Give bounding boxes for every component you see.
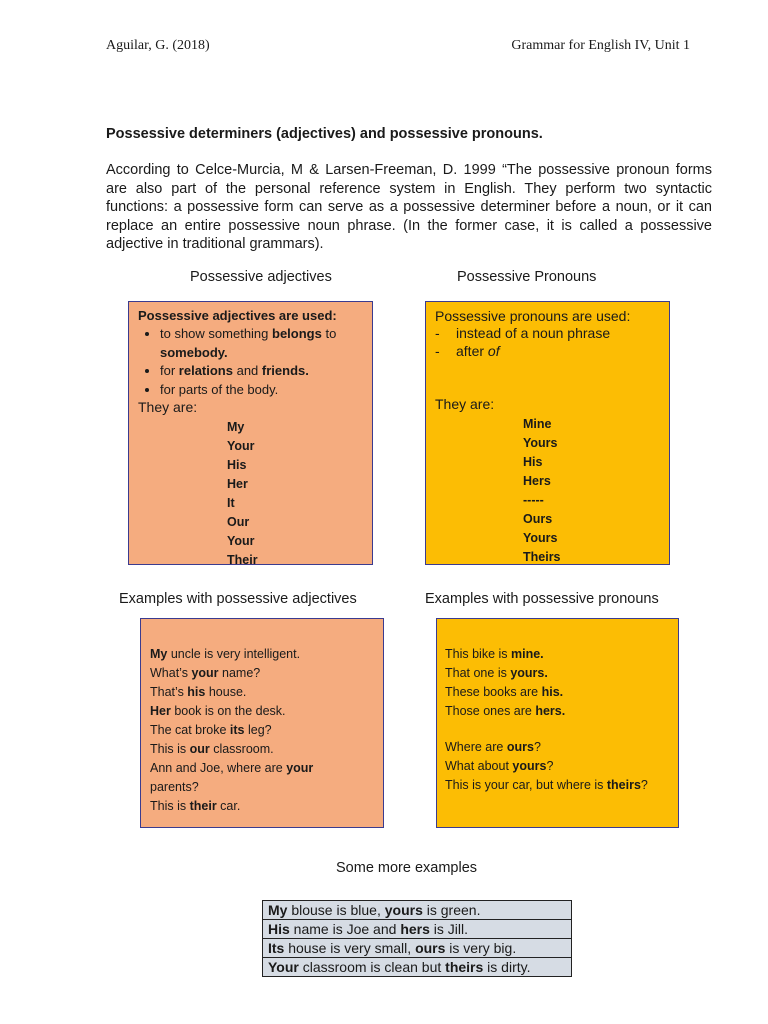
bold-word: our <box>189 742 210 756</box>
sentence-text: is dirty. <box>483 958 531 975</box>
adj-uses-list <box>138 325 363 399</box>
pron-uses-list <box>435 324 660 360</box>
bold-word: mine. <box>511 647 544 661</box>
example-cell <box>263 958 572 977</box>
page-title: Possessive determiners (adjectives) and possessive pronouns. <box>106 126 543 142</box>
adj-word: Her <box>227 477 248 491</box>
sentence-text: This is <box>150 742 190 756</box>
sentence-text: is Jill. <box>429 920 469 937</box>
sentence-text: house is very small, <box>284 939 416 956</box>
pron-word: Mine <box>523 417 552 431</box>
adj-word: Our <box>227 515 250 529</box>
examples-adjectives-list <box>150 645 374 816</box>
sentence-text: house. <box>205 685 247 699</box>
example-sentence <box>445 721 670 738</box>
pron-use-text: after <box>456 343 488 359</box>
adj-use-text: to <box>321 326 337 341</box>
example-sentence <box>445 738 670 757</box>
example-sentence <box>445 702 670 721</box>
possessive-pronouns-box <box>425 301 670 565</box>
adj-use-text: and <box>232 363 262 378</box>
bold-word: your <box>191 666 219 680</box>
caption-more-examples: Some more examples <box>336 860 478 876</box>
bold-word: My <box>150 647 168 661</box>
table-row <box>263 958 572 977</box>
bold-word: His <box>268 920 290 937</box>
table-row <box>263 939 572 958</box>
pron-use-italic: of <box>487 343 500 359</box>
bold-word: their <box>189 799 217 813</box>
bold-word: Your <box>268 958 299 975</box>
example-sentence <box>150 721 374 740</box>
sentence-text: ? <box>640 778 648 792</box>
adj-use-bold: friends. <box>261 363 309 378</box>
bold-word: Her <box>150 704 171 718</box>
example-sentence <box>445 664 670 683</box>
adj-word: Their <box>227 553 258 565</box>
example-sentence <box>445 683 670 702</box>
sentence-text: ? <box>546 759 554 773</box>
sentence-text: That’s <box>150 685 188 699</box>
possessive-adjectives-box <box>128 301 373 565</box>
example-sentence <box>445 645 670 664</box>
pron-word: His <box>523 455 543 469</box>
adj-use-bold: relations <box>178 363 233 378</box>
sentence-text: classroom. <box>209 742 274 756</box>
example-sentence <box>150 683 374 702</box>
adj-use-bold: belongs <box>272 326 322 341</box>
adj-use-text: to show something <box>160 326 273 341</box>
adj-use-text: for <box>160 363 179 378</box>
caption-examples-adjectives: Examples with possessive adjectives <box>119 591 357 607</box>
caption-possessive-pronouns: Possessive Pronouns <box>457 269 597 285</box>
pron-word: Ours <box>523 512 553 526</box>
bold-word: My <box>268 901 288 918</box>
sentence-text: This is your car, but where is <box>445 778 607 792</box>
sentence-text: is very big. <box>445 939 517 956</box>
sentence-text: ? <box>533 740 541 754</box>
sentence-text: parents? <box>150 780 199 794</box>
bold-word: yours. <box>510 666 548 680</box>
header-author-date: Aguilar, G. (2018) <box>106 38 210 53</box>
sentence-text: That one is <box>445 666 511 680</box>
intro-paragraph: According to Celce-Murcia, M & Larsen-Freeman, D. 1999 “The possessive pronoun forms are also part of the personal reference system in English. They perform two syntactic functions: a possessive form can serve as a possessive determiner before a noun, or it can replace an entire possessive noun phrase. (In the former case, it is called a possessive adjective in traditional grammars). <box>106 162 712 252</box>
sentence-text: What about <box>445 759 513 773</box>
caption-possessive-adjectives: Possessive adjectives <box>190 269 332 285</box>
pron-word: Theirs <box>523 550 561 564</box>
sentence-text: These books are <box>445 685 542 699</box>
pron-word: Hers <box>523 474 551 488</box>
adj-word-list <box>138 418 363 565</box>
sentence-text: classroom is clean but <box>298 958 446 975</box>
sentence-text: car. <box>216 799 241 813</box>
example-cell <box>263 920 572 939</box>
bold-word: ours <box>415 939 446 956</box>
adj-use-item <box>160 325 363 362</box>
example-cell <box>263 901 572 920</box>
pron-they-are: They are: <box>435 396 495 412</box>
bold-word: his <box>187 685 206 699</box>
pron-word: ----- <box>523 493 544 507</box>
sentence-text: name? <box>218 666 261 680</box>
sentence-text: leg? <box>244 723 272 737</box>
header-course-unit: Grammar for English IV, Unit 1 <box>511 38 690 53</box>
examples-pronouns-box <box>436 618 679 828</box>
examples-adjectives-box <box>140 618 384 828</box>
example-sentence <box>150 759 374 778</box>
examples-pronouns-list <box>445 645 670 795</box>
pron-use-text: instead of a noun phrase <box>456 325 611 341</box>
adj-they-are: They are: <box>138 399 198 415</box>
more-examples-table <box>262 900 572 977</box>
pron-word: Yours <box>523 531 558 545</box>
example-sentence <box>150 645 374 664</box>
pron-use-item <box>435 342 660 360</box>
example-sentence <box>150 740 374 759</box>
sentence-text: blouse is blue, <box>287 901 385 918</box>
sentence-text: is green. <box>422 901 481 918</box>
example-cell <box>263 939 572 958</box>
table-row <box>263 901 572 920</box>
bold-word: his. <box>541 685 564 699</box>
example-sentence <box>150 702 374 721</box>
sentence-text: This bike is <box>445 647 511 661</box>
adj-word: His <box>227 458 247 472</box>
pron-word-list <box>435 415 660 565</box>
adj-word: Your <box>227 534 255 548</box>
bold-word: your <box>286 761 314 775</box>
sentence-text: What’s <box>150 666 192 680</box>
sentence-text: uncle is very intelligent. <box>167 647 301 661</box>
sentence-text: The cat broke <box>150 723 230 737</box>
example-sentence <box>445 757 670 776</box>
bold-word: its <box>229 723 245 737</box>
pron-word: Yours <box>523 436 558 450</box>
bold-word: theirs <box>606 778 641 792</box>
bold-word: hers. <box>535 704 566 718</box>
sentence-text: book is on the desk. <box>170 704 286 718</box>
example-sentence <box>150 778 374 797</box>
adj-use-text: for parts of the body. <box>160 381 279 397</box>
adj-use-item <box>160 362 363 381</box>
adj-word: Your <box>227 439 255 453</box>
pron-use-item <box>435 324 660 342</box>
adj-box-heading: Possessive adjectives are used: <box>138 308 337 323</box>
bold-word: theirs <box>445 958 484 975</box>
example-sentence <box>150 797 374 816</box>
bold-word: Its <box>268 939 285 956</box>
table-row <box>263 920 572 939</box>
sentence-text: Ann and Joe, where are <box>150 761 287 775</box>
sentence-text: name is Joe and <box>289 920 401 937</box>
bold-word: yours <box>512 759 547 773</box>
sentence-text: This is <box>150 799 190 813</box>
pron-box-heading: Possessive pronouns are used: <box>435 308 631 324</box>
sentence-text: Those ones are <box>445 704 536 718</box>
adj-use-item <box>160 381 363 400</box>
adj-use-bold: somebody. <box>160 344 228 360</box>
adj-word: It <box>227 496 235 510</box>
caption-examples-pronouns: Examples with possessive pronouns <box>425 591 659 607</box>
example-sentence <box>445 776 670 795</box>
bold-word: hers <box>400 920 430 937</box>
bold-word: ours <box>506 740 534 754</box>
adj-word: My <box>227 420 245 434</box>
example-sentence <box>150 664 374 683</box>
bold-word: yours <box>384 901 423 918</box>
sentence-text: Where are <box>445 740 507 754</box>
